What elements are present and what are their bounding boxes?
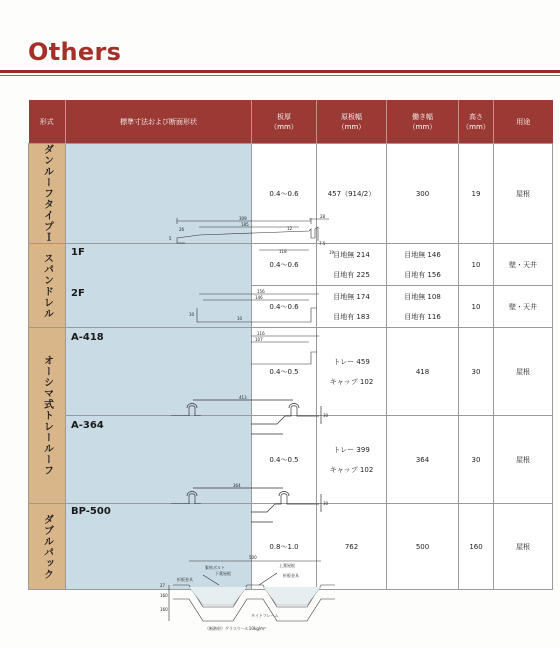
- height-cell: 10: [459, 244, 494, 286]
- dim-text: 413: [238, 394, 247, 400]
- thickness-cell: 0.4〜0.5: [252, 328, 317, 416]
- bp500-section-drawing: [159, 547, 345, 633]
- dim-text: 30: [322, 500, 328, 506]
- thickness-cell: 0.4〜0.6: [252, 286, 317, 328]
- height-cell: 10: [459, 286, 494, 328]
- callout-text: 上葉屋根: [278, 562, 295, 568]
- dim-text: 26: [178, 226, 184, 232]
- blank-width-cell: 目地無 214 目地有 225: [317, 244, 387, 286]
- type-cell: ダブルパック: [29, 504, 66, 590]
- use-cell: 屋根: [494, 144, 553, 244]
- working-width-cell: 300: [387, 144, 459, 244]
- working-width-cell: 364: [387, 416, 459, 504]
- thickness-cell: 0.4〜0.5: [252, 416, 317, 504]
- height-cell: 30: [459, 416, 494, 504]
- dim-text: 19: [328, 249, 334, 255]
- dim-text: 30: [322, 412, 328, 418]
- dim-text: 500: [248, 554, 257, 560]
- dim-text: 160: [159, 606, 168, 612]
- blank-width-cell: トレー 459 キャップ 102: [317, 328, 387, 416]
- thickness-cell: 0.4〜0.6: [252, 144, 317, 244]
- blank-width-cell: 457（914/2）: [317, 144, 387, 244]
- model-label: 2F: [71, 288, 85, 299]
- working-width-cell: 目地無 146 目地有 156: [387, 244, 459, 286]
- header-blank-width: 原板幅 （mm）: [317, 100, 387, 144]
- dim-text: 160: [159, 592, 168, 598]
- dim-text: 7.5: [318, 240, 325, 246]
- dim-text: 156: [256, 288, 265, 294]
- dim-text: 12: [286, 225, 292, 231]
- callout-text: 折板金具: [282, 572, 299, 578]
- header-drawing: 標準寸法および断面形状: [66, 100, 252, 144]
- use-cell: 壁・天井: [494, 244, 553, 286]
- page-title: Others: [28, 38, 122, 66]
- model-label: A-364: [71, 420, 104, 431]
- blank-width-cell: 目地無 174 目地有 183: [317, 286, 387, 328]
- dim-text: 107: [254, 336, 263, 342]
- dim-text: 185: [240, 221, 249, 227]
- blank-width-cell: 762: [317, 504, 387, 590]
- use-cell: 屋根: [494, 328, 553, 416]
- working-width-cell: 500: [387, 504, 459, 590]
- thickness-cell: 0.8〜1.0: [252, 504, 317, 590]
- title-rule-thin: [0, 75, 560, 76]
- table-header-row: [29, 100, 553, 144]
- callout-text: 緊結ボルト: [204, 564, 225, 570]
- callout-text: タイトフレーム: [250, 612, 279, 618]
- use-cell: 屋根: [494, 504, 553, 590]
- dim-text: 10: [236, 315, 242, 321]
- working-width-cell: 418: [387, 328, 459, 416]
- spec-table: [28, 100, 553, 631]
- dim-text: 28: [319, 213, 325, 219]
- height-cell: 30: [459, 328, 494, 416]
- header-working-width: 働き幅 （mm）: [387, 100, 459, 144]
- use-cell: 屋根: [494, 416, 553, 504]
- note-text: （断熱材）グラスウール10kg/m³: [204, 625, 266, 631]
- header-use: 用途: [494, 100, 553, 144]
- working-width-cell: 目地無 108 目地有 116: [387, 286, 459, 328]
- blank-width-cell: トレー 399 キャップ 102: [317, 416, 387, 504]
- callout-text: 下葉屋根: [214, 570, 231, 576]
- height-cell: 160: [459, 504, 494, 590]
- header-height: 高さ （mm）: [459, 100, 494, 144]
- header-thickness: 板厚 （mm）: [252, 100, 317, 144]
- dim-text: 118: [278, 248, 287, 254]
- callout-text: 折板金具: [176, 576, 193, 582]
- type-cell: ダンルーフタイプＩ: [29, 144, 66, 244]
- dim-text: 10: [188, 311, 194, 317]
- dim-text: 27: [159, 582, 165, 588]
- dim-text: 116: [256, 330, 265, 336]
- thickness-cell: 0.4〜0.6: [252, 244, 317, 286]
- header-type: 形式: [29, 100, 66, 144]
- dim-text: 5: [168, 235, 172, 241]
- title-rule: [0, 70, 560, 73]
- dim-text: 364: [232, 482, 241, 488]
- dim-text: 309: [238, 215, 247, 221]
- height-cell: 19: [459, 144, 494, 244]
- table-row: [29, 144, 553, 244]
- type-cell: オーシマ式トレールーフ: [29, 328, 66, 504]
- model-label: BP-500: [71, 506, 111, 517]
- dim-text: 146: [254, 294, 263, 300]
- type-cell: スパンドレル: [29, 244, 66, 328]
- model-label: 1F: [71, 247, 85, 258]
- use-cell: 壁・天井: [494, 286, 553, 328]
- model-label: A-418: [71, 332, 104, 343]
